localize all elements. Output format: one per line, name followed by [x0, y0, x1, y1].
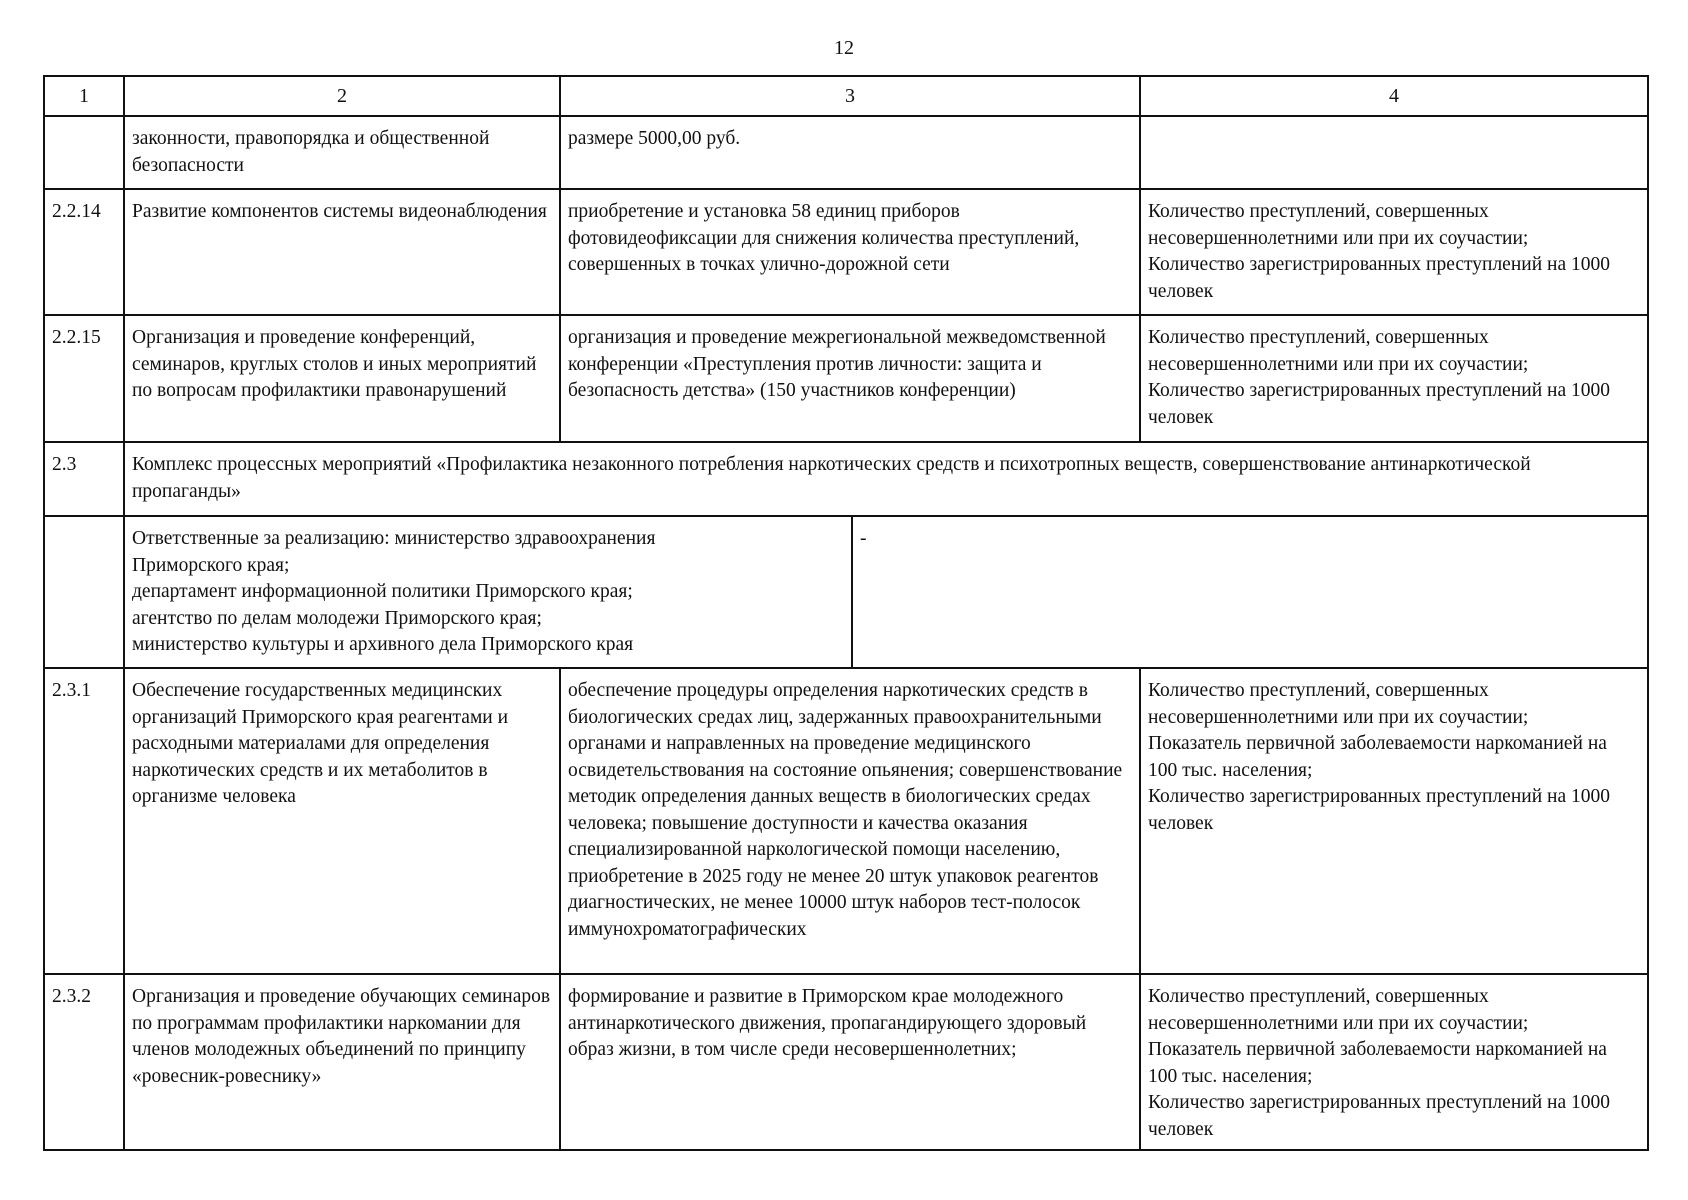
row-number	[44, 116, 124, 189]
row-name: Организация и проведение конференций, семинаров, круглых столов и иных мероприятий по вопросам профилактики правонарушений	[124, 315, 560, 442]
section-number: 2.3	[44, 442, 124, 516]
table-row	[44, 116, 1648, 189]
section-title: Комплекс процессных мероприятий «Профилактика незаконного потребления наркотических средств и психотропных веществ, совершенствование антинаркотической пропаганды»	[124, 442, 1648, 516]
page-number: 12	[834, 37, 854, 59]
row-description: формирование и развитие в Приморском крае молодежного антинаркотического движения, пропагандирующего здоровый образ жизни, в том числе среди несовершеннолетних;	[560, 974, 1140, 1150]
header-col-3: 3	[560, 76, 1140, 116]
row-name: Организация и проведение обучающих семинаров по программам профилактики наркомании для членов молодежных объединений по принципу «ровесник-ровеснику»	[124, 974, 560, 1150]
section-row	[44, 442, 1648, 516]
row-indicators: Количество преступлений, совершенных несовершеннолетними или при их соучастии; Количество зарегистрированных преступлений на 1000 человек	[1140, 189, 1648, 315]
header-col-4: 4	[1140, 76, 1648, 116]
row-number: 2.3.1	[44, 668, 124, 974]
row-name: Обеспечение государственных медицинских организаций Приморского края реагентами и расходными материалами для определения наркотических средств и их метаболитов в организме человека	[124, 668, 560, 974]
responsible-list: Ответственные за реализацию: министерство здравоохранения Приморского края; департамент информационной политики Приморского края; агентство по делам молодежи Приморского края; министерство культуры и архивного дела Приморского края	[124, 516, 852, 668]
table-row	[44, 315, 1648, 442]
header-col-2: 2	[124, 76, 560, 116]
row-indicators: Количество преступлений, совершенных несовершеннолетними или при их соучастии; Количество зарегистрированных преступлений на 1000 человек	[1140, 315, 1648, 442]
row-description: приобретение и установка 58 единиц приборов фотовидеофиксации для снижения количества преступлений, совершенных в точках улично-дорожной сети	[560, 189, 1140, 315]
row-number: 2.3.2	[44, 974, 124, 1150]
table-row	[44, 668, 1648, 974]
table-row	[44, 189, 1648, 315]
header-col-1: 1	[44, 76, 124, 116]
row-number: 2.2.15	[44, 315, 124, 442]
row-indicators: Количество преступлений, совершенных несовершеннолетними или при их соучастии; Показатель первичной заболеваемости наркоманией на 100 тыс. населения; Количество зарегистрированных преступлений на 1000 человек	[1140, 668, 1648, 974]
responsible-number-cell	[44, 516, 124, 668]
row-name: Развитие компонентов системы видеонаблюдения	[124, 189, 560, 315]
row-description: организация и проведение межрегиональной межведомственной конференции «Преступления против личности: защита и безопасность детства» (150 участников конференции)	[560, 315, 1140, 442]
row-name: законности, правопорядка и общественной безопасности	[124, 116, 560, 189]
row-number: 2.2.14	[44, 189, 124, 315]
row-description: обеспечение процедуры определения наркотических средств в биологических средах лиц, задержанных правоохранительными органами и направленных на проведение медицинского освидетельствования на состояние опьянения; совершенствование методик определения данных веществ в биологических средах человека; повышение доступности и качества оказания специализированной наркологической помощи населению, приобретение в 2025 году не менее 20 штук упаковок реагентов диагностических, не менее 10000 штук наборов тест-полосок иммунохроматографических	[560, 668, 1140, 974]
row-indicators: Количество преступлений, совершенных несовершеннолетними или при их соучастии; Показатель первичной заболеваемости наркоманией на 100 тыс. населения; Количество зарегистрированных преступлений на 1000 человек	[1140, 974, 1648, 1150]
responsible-dash: -	[852, 516, 1648, 668]
table-header-row	[44, 76, 1648, 116]
program-table	[43, 75, 1649, 1151]
row-description: размере 5000,00 руб.	[560, 116, 1140, 189]
row-indicators	[1140, 116, 1648, 189]
responsible-row	[44, 516, 1648, 668]
table-row	[44, 974, 1648, 1150]
